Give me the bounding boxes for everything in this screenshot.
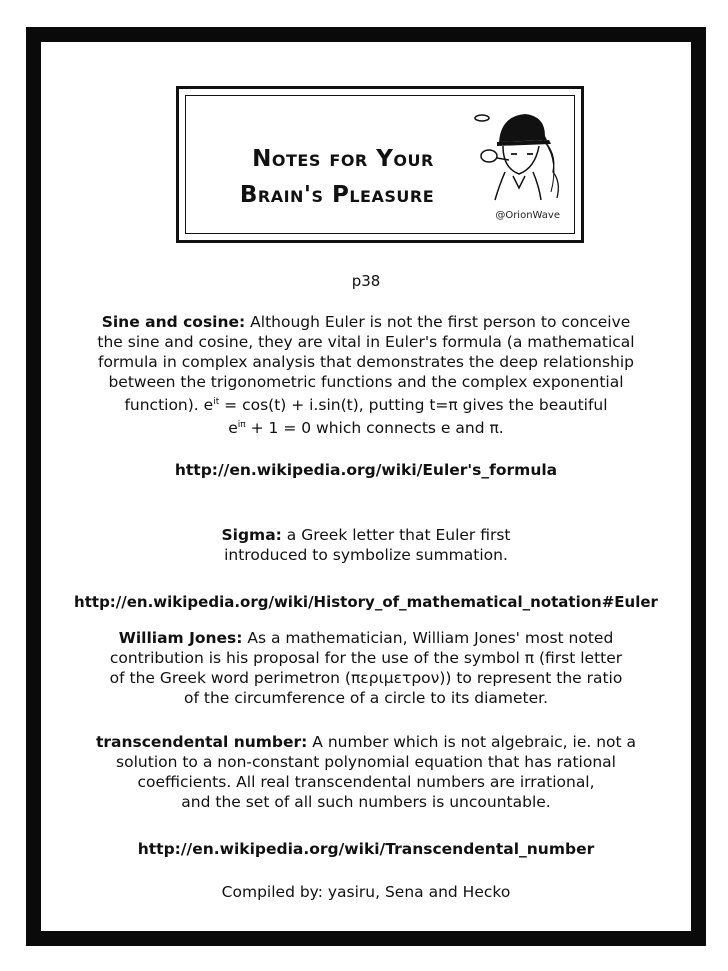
note-line: between the trigonometric functions and the complex exponential [108,373,624,391]
term-sigma: Sigma: [221,526,282,544]
note-line: and the set of all such numbers is uncountable. [181,793,551,811]
note-line: + 1 = 0 which connects e and π. [245,419,504,437]
term-sine-cosine: Sine and cosine: [101,313,246,331]
link-history-notation[interactable]: http://en.wikipedia.org/wiki/History_of_mathematical_notation#Euler [74,593,658,611]
page-number: p38 [351,272,381,290]
title-line-2: Brain's Pleasure [239,182,435,208]
note-william-jones [41,628,691,708]
mascot-illustration [469,102,569,202]
note-line: introduced to symbolize summation. [224,546,508,564]
page-frame [26,27,706,946]
credits: Compiled by: yasiru, Sena and Hecko [221,883,511,901]
note-transcendental-number [41,732,691,812]
link-euler-formula[interactable]: http://en.wikipedia.org/wiki/Euler's_formula [174,461,558,479]
note-line: formula in complex analysis that demonstrates the deep relationship [97,353,635,371]
exponent: iπ [237,420,246,430]
title-banner-inner-border [185,95,575,234]
note-line: the sine and cosine, they are vital in Euler's formula (a mathematical [97,333,635,351]
term-william-jones: William Jones: [118,629,243,647]
note-line: solution to a non-constant polynomial equation that has rational [116,753,616,771]
exponent: it [213,397,220,407]
note-line: Although Euler is not the first person to conceive [245,313,631,331]
note-line: function). e [124,396,214,414]
note-line: As a mathematician, William Jones' most noted [242,629,614,647]
note-line: A number which is not algebraic, ie. not a [307,733,637,751]
link-transcendental-number[interactable]: http://en.wikipedia.org/wiki/Transcendental_number [137,840,595,858]
artist-handle: @OrionWave [495,210,560,221]
term-transcendental-number: transcendental number: [95,733,308,751]
note-line: contribution is his proposal for the use of the symbol π (first letter [109,649,623,667]
note-line: of the Greek word perimetron (περιμετρον)) to represent the ratio [109,669,623,687]
title-line-1: Notes for Your [252,146,434,172]
title-banner [176,86,584,243]
note-line: a Greek letter that Euler first [281,526,511,544]
note-sigma [41,525,691,565]
note-sine-cosine [41,312,691,438]
note-line: e [228,419,238,437]
note-line: = cos(t) + i.sin(t), putting t=π gives the beautiful [219,396,608,414]
note-line: of the circumference of a circle to its diameter. [184,689,548,707]
note-line: coefficients. All real transcendental numbers are irrational, [137,773,595,791]
